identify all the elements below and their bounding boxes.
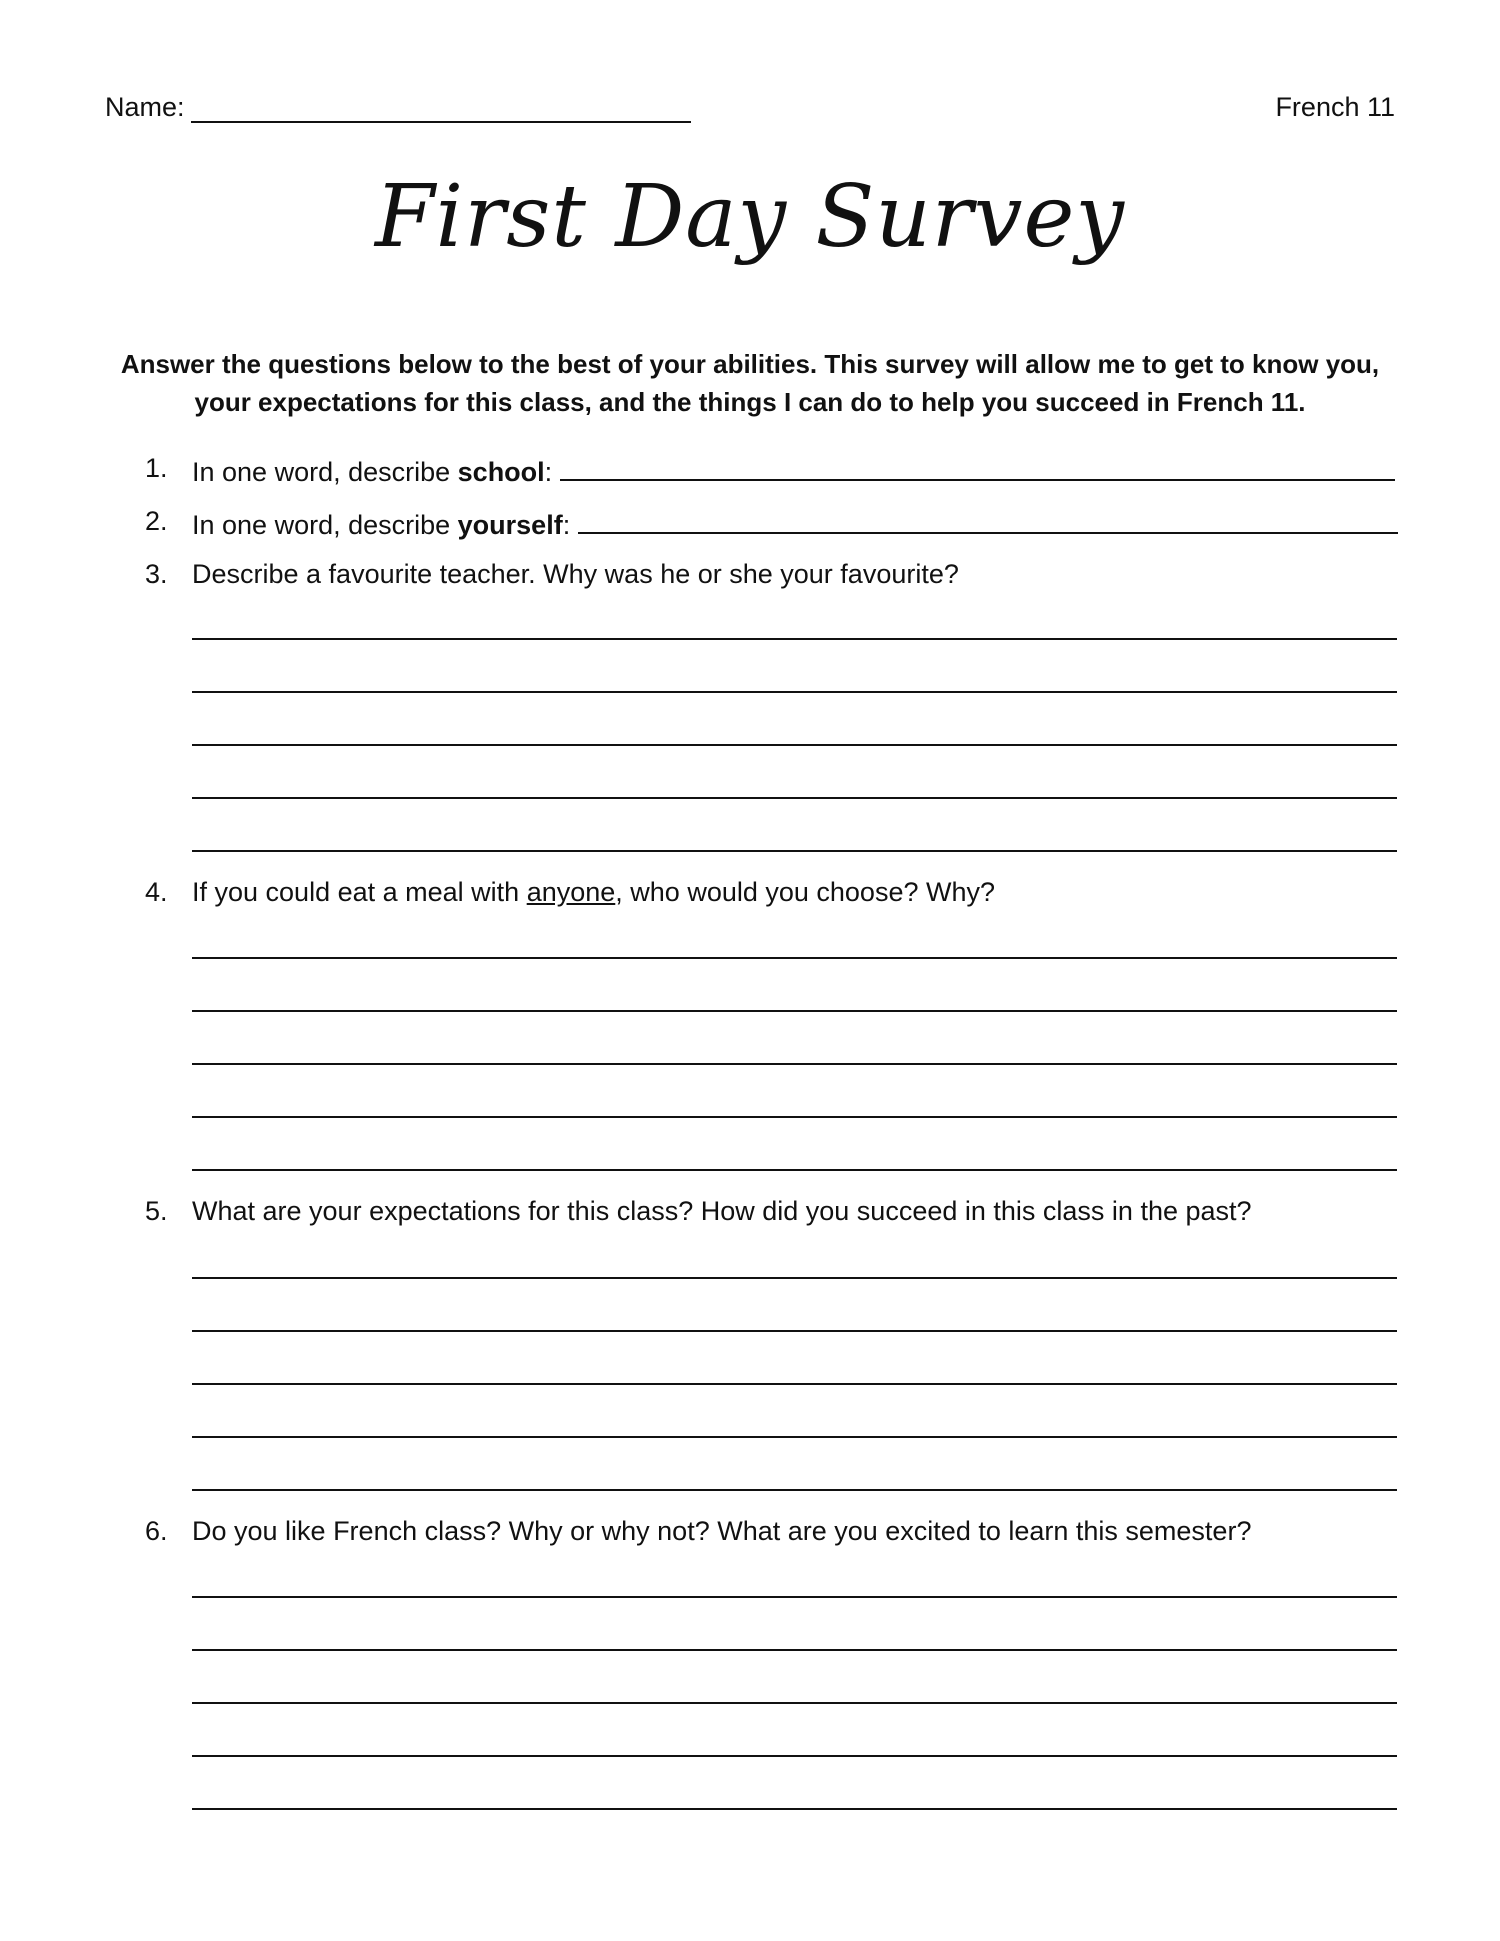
instructions-line-2: your expectations for this class, and the things I can do to help you succeed in French 11. xyxy=(194,387,1306,417)
question-emphasis: school xyxy=(457,457,545,487)
header xyxy=(105,92,1395,132)
answer-line[interactable] xyxy=(192,691,1397,693)
name-label: Name: xyxy=(105,92,185,122)
question-emphasis: anyone xyxy=(526,877,616,907)
answer-line[interactable] xyxy=(192,1596,1397,1598)
answer-line[interactable] xyxy=(192,1010,1397,1012)
question-number: 5. xyxy=(145,1196,168,1226)
question-number: 4. xyxy=(145,877,168,907)
question-suffix: , who would you choose? Why? xyxy=(615,877,995,907)
answer-line[interactable] xyxy=(192,850,1397,852)
answer-line[interactable] xyxy=(192,1063,1397,1065)
question-prefix: In one word, describe xyxy=(192,457,458,487)
answer-line[interactable] xyxy=(192,1169,1397,1171)
question-text xyxy=(192,506,1398,541)
instructions xyxy=(100,345,1400,421)
question-suffix: : xyxy=(562,510,571,540)
course-label: French 11 xyxy=(1275,92,1395,122)
answer-line[interactable] xyxy=(192,1436,1397,1438)
name-input-line[interactable] xyxy=(191,93,691,123)
question-number: 1. xyxy=(145,453,168,483)
question-emphasis: yourself xyxy=(457,510,563,540)
question-number: 2. xyxy=(145,506,168,536)
answer-line[interactable] xyxy=(192,797,1397,799)
question-text: Do you like French class? Why or why not? What are you excited to learn this semester? xyxy=(192,1516,1252,1546)
answer-line[interactable] xyxy=(192,1702,1397,1704)
answer-line-yourself[interactable] xyxy=(578,506,1398,534)
answer-line[interactable] xyxy=(192,1808,1397,1810)
question-text xyxy=(192,453,1395,488)
question-text xyxy=(192,877,995,908)
answer-line[interactable] xyxy=(192,1277,1397,1279)
answer-line[interactable] xyxy=(192,1489,1397,1491)
answer-line[interactable] xyxy=(192,1330,1397,1332)
name-field xyxy=(105,92,691,123)
question-prefix: In one word, describe xyxy=(192,510,458,540)
question-prefix: If you could eat a meal with xyxy=(192,877,527,907)
question-number: 3. xyxy=(145,559,168,589)
question-suffix: : xyxy=(544,457,553,487)
answer-line[interactable] xyxy=(192,1116,1397,1118)
question-text: What are your expectations for this class? How did you succeed in this class in the past? xyxy=(192,1196,1252,1226)
question-number: 6. xyxy=(145,1516,168,1546)
answer-line[interactable] xyxy=(192,957,1397,959)
answer-line-school[interactable] xyxy=(560,453,1395,481)
answer-line[interactable] xyxy=(192,1383,1397,1385)
answer-line[interactable] xyxy=(192,1649,1397,1651)
answer-line[interactable] xyxy=(192,1755,1397,1757)
page-title: First Day Survey xyxy=(375,167,1125,267)
question-text: Describe a favourite teacher. Why was he or she your favourite? xyxy=(192,559,959,589)
answer-line[interactable] xyxy=(192,744,1397,746)
instructions-line-1: Answer the questions below to the best of your abilities. This survey will allow me to get to know you, xyxy=(120,349,1380,379)
answer-line[interactable] xyxy=(192,638,1397,640)
